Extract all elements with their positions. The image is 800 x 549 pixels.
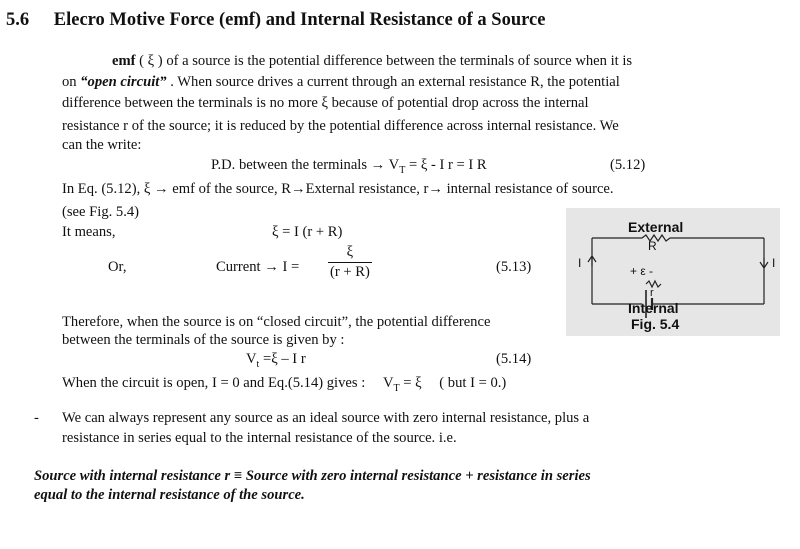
fraction-denominator: (r + R) bbox=[330, 263, 370, 280]
equation-5-12: P.D. between the terminals → $V_T = \xi - I$ r = I R bbox=[211, 157, 487, 176]
para1-line4: resistance r of the source; it is reduced by the potential difference across internal resistance. We bbox=[62, 118, 619, 134]
figure-r-small: r bbox=[650, 287, 654, 299]
section-number: 5.6 bbox=[6, 10, 30, 30]
para1-line5: can the write: bbox=[62, 137, 142, 153]
open-circuit-line: When the circuit is open, I = 0 and Eq.(5.14) gives : $V_T = \xi$ ( but I = 0.) bbox=[62, 375, 507, 394]
figure-external-label: External bbox=[628, 219, 684, 235]
current-equation-lhs: Current → I = bbox=[216, 259, 300, 275]
para1-line1: emf ( ξ ) of a source is the potential difference between the terminals of source when it is bbox=[112, 53, 633, 69]
see-fig: (see Fig. 5.4) bbox=[62, 204, 140, 220]
open-circuit-term: “open circuit” bbox=[80, 74, 171, 90]
para1-line3: difference between the terminals is no more ξ because of potential drop across the internal bbox=[62, 95, 589, 111]
or-label: Or, bbox=[108, 259, 127, 275]
para1-line2: on “open circuit” . When source drives a current through an external resistance R, the potential bbox=[62, 74, 620, 90]
equation-5-14: $V_t =\xi - I$ r bbox=[246, 351, 306, 370]
fraction-numerator: ξ bbox=[346, 244, 354, 260]
figure-current-left: I bbox=[578, 256, 582, 270]
section-title: Elecro Motive Force (emf) and Internal Resistance of a Source bbox=[53, 10, 546, 30]
equation-number-5-13: (5.13) bbox=[496, 259, 532, 275]
bullet-line1: We can always represent any source as an ideal source with zero internal resistance, plus a bbox=[62, 410, 590, 426]
conclusion-line2: equal to the internal resistance of the source. bbox=[34, 487, 305, 503]
equation-number-5-14: (5.14) bbox=[496, 351, 532, 367]
figure-internal-label: Internal bbox=[628, 300, 679, 316]
figure-emf-label: + ε - bbox=[630, 264, 654, 278]
bullet-line2: resistance in series equal to the internal resistance of the source. i.e. bbox=[62, 430, 457, 446]
emf-term: emf bbox=[112, 53, 136, 69]
bullet-dash: - bbox=[34, 410, 39, 426]
equation-number-5-12: (5.12) bbox=[610, 157, 646, 173]
closed-line2: between the terminals of the source is given by : bbox=[62, 332, 345, 348]
conclusion-line1: Source with internal resistance r ≡ Source with zero internal resistance + resistance in series bbox=[34, 468, 591, 484]
figure-current-right: I bbox=[772, 256, 776, 270]
figure-r-big: R bbox=[648, 239, 657, 253]
figure-caption: Fig. 5.4 bbox=[631, 316, 680, 332]
it-means-equation: ξ = I (r + R) bbox=[272, 224, 343, 240]
legend-line: In Eq. (5.12), ξ → emf of the source, R→External resistance, r→ internal resistance of source. bbox=[62, 181, 614, 197]
section-heading bbox=[6, 9, 545, 31]
it-means-label: It means, bbox=[62, 224, 116, 240]
figure-5-4 bbox=[566, 208, 780, 336]
closed-line1: Therefore, when the source is on “closed circuit”, the potential difference bbox=[62, 314, 491, 330]
current-fraction bbox=[328, 244, 372, 281]
